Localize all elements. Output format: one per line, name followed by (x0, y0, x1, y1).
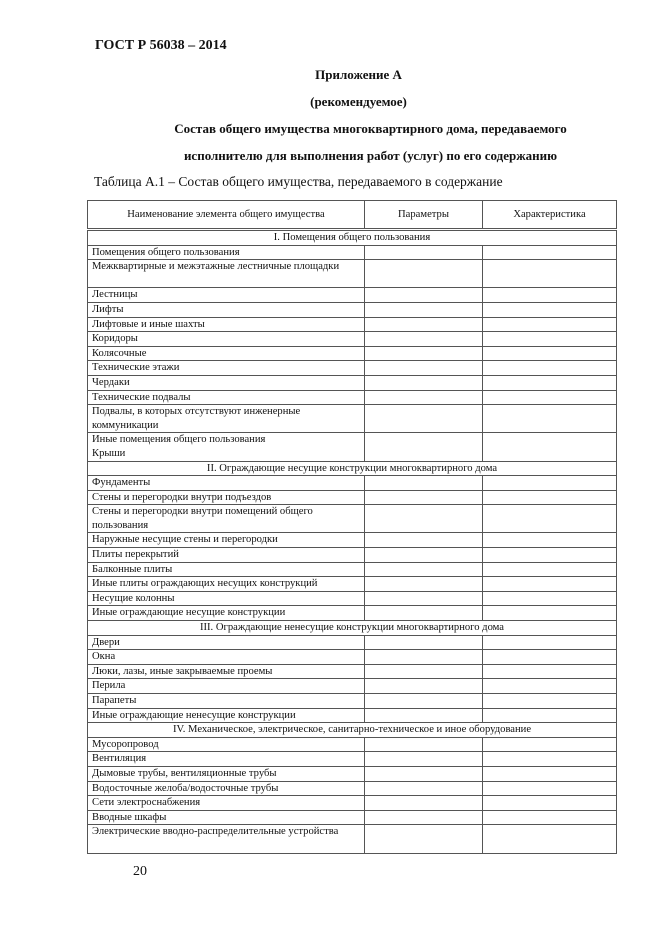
table-row (88, 781, 617, 796)
table-row (88, 766, 617, 781)
element-name-cell: Стены и перегородки внутри помещений общего пользования (88, 505, 365, 533)
parameters-cell[interactable] (365, 361, 483, 376)
element-name-cell: Лестницы (88, 288, 365, 303)
characteristic-cell[interactable] (483, 708, 617, 723)
section-title: II. Ограждающие несущие конструкции многоквартирного дома (88, 461, 617, 476)
property-table (87, 200, 617, 854)
section-row (88, 723, 617, 738)
characteristic-cell[interactable] (483, 548, 617, 563)
parameters-cell[interactable] (365, 825, 483, 853)
element-name-cell: Иные ограждающие ненесущие конструкции (88, 708, 365, 723)
element-name-cell: Подвалы, в которых отсутствуют инженерные коммуникации (88, 405, 365, 433)
characteristic-cell[interactable] (483, 562, 617, 577)
characteristic-cell[interactable] (483, 317, 617, 332)
table-row (88, 346, 617, 361)
page-number: 20 (133, 863, 147, 879)
characteristic-cell[interactable] (483, 288, 617, 303)
characteristic-cell[interactable] (483, 810, 617, 825)
characteristic-cell[interactable] (483, 390, 617, 405)
table-row (88, 577, 617, 592)
parameters-cell[interactable] (365, 796, 483, 811)
element-name-cell: Фундаменты (88, 476, 365, 491)
table-row (88, 476, 617, 491)
element-name-cell: Сети электроснабжения (88, 796, 365, 811)
section-row (88, 461, 617, 476)
characteristic-cell[interactable] (483, 796, 617, 811)
element-name-cell: Коридоры (88, 332, 365, 347)
element-name-cell: Вводные шкафы (88, 810, 365, 825)
characteristic-cell[interactable] (483, 533, 617, 548)
parameters-cell[interactable] (365, 737, 483, 752)
characteristic-cell[interactable] (483, 476, 617, 491)
standard-header: ГОСТ Р 56038 – 2014 (95, 38, 227, 53)
characteristic-cell[interactable] (483, 679, 617, 694)
characteristic-cell[interactable] (483, 577, 617, 592)
table-row (88, 650, 617, 665)
parameters-cell[interactable] (365, 505, 483, 533)
characteristic-cell[interactable] (483, 664, 617, 679)
table-row (88, 825, 617, 853)
table-row (88, 737, 617, 752)
parameters-cell[interactable] (365, 533, 483, 548)
element-name-cell: Технические подвалы (88, 390, 365, 405)
element-name-cell: Колясочные (88, 346, 365, 361)
characteristic-cell[interactable] (483, 405, 617, 433)
element-name-cell: Наружные несущие стены и перегородки (88, 533, 365, 548)
parameters-cell[interactable] (365, 810, 483, 825)
parameters-cell[interactable] (365, 476, 483, 491)
appendix-heading-line2: исполнителю для выполнения работ (услуг) по его содержанию (183, 148, 558, 163)
characteristic-cell[interactable] (483, 245, 617, 260)
table-body (88, 230, 617, 854)
parameters-cell[interactable] (365, 562, 483, 577)
element-name-cell: Лифты (88, 302, 365, 317)
parameters-cell[interactable] (365, 577, 483, 592)
table-row (88, 796, 617, 811)
element-name-cell: Лифтовые и иные шахты (88, 317, 365, 332)
parameters-cell[interactable] (365, 752, 483, 767)
element-name-cell: Плиты перекрытий (88, 548, 365, 563)
section-title: IV. Механическое, электрическое, санитарно-техническое и иное оборудование (88, 723, 617, 738)
characteristic-cell[interactable] (483, 650, 617, 665)
parameters-cell[interactable] (365, 390, 483, 405)
parameters-cell[interactable] (365, 708, 483, 723)
characteristic-cell[interactable] (483, 606, 617, 621)
element-name-cell: Двери (88, 635, 365, 650)
table-row (88, 288, 617, 303)
characteristic-cell[interactable] (483, 505, 617, 533)
parameters-cell[interactable] (365, 346, 483, 361)
appendix-heading-line1: Состав общего имущества многоквартирного дома, передаваемого (174, 121, 567, 136)
element-name-cell: Стены и перегородки внутри подъездов (88, 490, 365, 505)
column-header-characteristic: Характеристика (483, 201, 617, 230)
table-row (88, 562, 617, 577)
characteristic-cell[interactable] (483, 781, 617, 796)
section-title: I. Помещения общего пользования (88, 230, 617, 246)
table-row (88, 708, 617, 723)
table-row (88, 635, 617, 650)
parameters-cell[interactable] (365, 606, 483, 621)
section-row (88, 621, 617, 636)
table-row (88, 390, 617, 405)
section-title: III. Ограждающие ненесущие конструкции многоквартирного дома (88, 621, 617, 636)
table-row (88, 361, 617, 376)
table-row (88, 752, 617, 767)
characteristic-cell[interactable] (483, 332, 617, 347)
parameters-cell[interactable] (365, 288, 483, 303)
element-name-cell: Несущие колонны (88, 591, 365, 606)
element-name-cell: Межквартирные и межэтажные лестничные площадки (88, 260, 365, 288)
characteristic-cell[interactable] (483, 346, 617, 361)
element-name-cell: Перила (88, 679, 365, 694)
parameters-cell[interactable] (365, 490, 483, 505)
element-name-cell: Балконные плиты (88, 562, 365, 577)
parameters-cell[interactable] (365, 375, 483, 390)
parameters-cell[interactable] (365, 433, 483, 461)
element-name-cell: Иные ограждающие несущие конструкции (88, 606, 365, 621)
table-row (88, 245, 617, 260)
parameters-cell[interactable] (365, 650, 483, 665)
element-name-cell: Дымовые трубы, вентиляционные трубы (88, 766, 365, 781)
table-area (87, 200, 616, 880)
table-row (88, 548, 617, 563)
table-header-row (88, 201, 617, 230)
table-row (88, 490, 617, 505)
table-row (88, 317, 617, 332)
element-name-cell: Чердаки (88, 375, 365, 390)
element-name-cell: Водосточные желоба/водосточные трубы (88, 781, 365, 796)
table-row (88, 302, 617, 317)
characteristic-cell[interactable] (483, 825, 617, 853)
table-row (88, 433, 617, 461)
column-header-name: Наименование элемента общего имущества (88, 201, 365, 230)
characteristic-cell[interactable] (483, 490, 617, 505)
characteristic-cell[interactable] (483, 260, 617, 288)
parameters-cell[interactable] (365, 679, 483, 694)
table-row (88, 533, 617, 548)
parameters-cell[interactable] (365, 317, 483, 332)
table-row (88, 375, 617, 390)
characteristic-cell[interactable] (483, 766, 617, 781)
characteristic-cell[interactable] (483, 302, 617, 317)
characteristic-cell[interactable] (483, 635, 617, 650)
table-row (88, 260, 617, 288)
column-header-parameters: Параметры (365, 201, 483, 230)
element-name-cell: Иные плиты ограждающих несущих конструкций (88, 577, 365, 592)
characteristic-cell[interactable] (483, 361, 617, 376)
parameters-cell[interactable] (365, 245, 483, 260)
characteristic-cell[interactable] (483, 433, 617, 461)
parameters-cell[interactable] (365, 664, 483, 679)
table-row (88, 591, 617, 606)
characteristic-cell[interactable] (483, 694, 617, 709)
element-name-cell: Мусоропровод (88, 737, 365, 752)
parameters-cell[interactable] (365, 635, 483, 650)
element-name-cell: Электрические вводно-распределительные устройства (88, 825, 365, 853)
characteristic-cell[interactable] (483, 752, 617, 767)
parameters-cell[interactable] (365, 405, 483, 433)
element-name-cell: Люки, лазы, иные закрываемые проемы (88, 664, 365, 679)
parameters-cell[interactable] (365, 766, 483, 781)
section-row (88, 230, 617, 246)
parameters-cell[interactable] (365, 302, 483, 317)
characteristic-cell[interactable] (483, 737, 617, 752)
element-name-cell: Окна (88, 650, 365, 665)
parameters-cell[interactable] (365, 591, 483, 606)
element-name-cell: Парапеты (88, 694, 365, 709)
element-name-cell: Вентиляция (88, 752, 365, 767)
parameters-cell[interactable] (365, 332, 483, 347)
parameters-cell[interactable] (365, 260, 483, 288)
element-name-cell: Помещения общего пользования (88, 245, 365, 260)
parameters-cell[interactable] (365, 781, 483, 796)
table-row (88, 332, 617, 347)
table-row (88, 664, 617, 679)
parameters-cell[interactable] (365, 548, 483, 563)
table-row (88, 405, 617, 433)
appendix-title: Приложение А (315, 67, 402, 82)
parameters-cell[interactable] (365, 694, 483, 709)
table-row (88, 679, 617, 694)
table-caption: Таблица А.1 – Состав общего имущества, передаваемого в содержание (94, 174, 503, 189)
characteristic-cell[interactable] (483, 591, 617, 606)
table-row (88, 606, 617, 621)
table-row (88, 694, 617, 709)
table-row (88, 810, 617, 825)
element-name-cell: Технические этажи (88, 361, 365, 376)
characteristic-cell[interactable] (483, 375, 617, 390)
appendix-status: (рекомендуемое) (310, 94, 407, 109)
table-row (88, 505, 617, 533)
element-name-cell: Иные помещения общего пользования Крыши (88, 433, 365, 461)
